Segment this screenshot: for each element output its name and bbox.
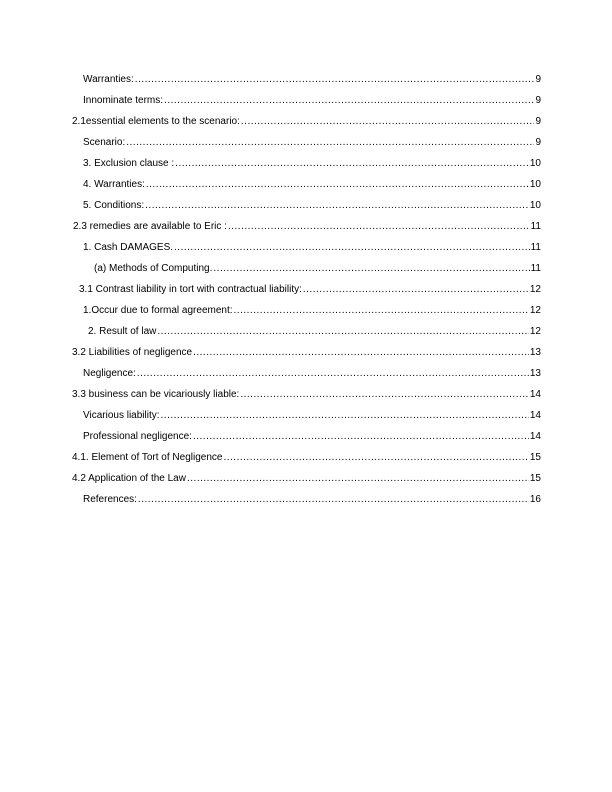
- toc-dot-leader: [240, 384, 529, 405]
- toc-dot-leader: [146, 174, 529, 195]
- toc-dot-leader: [135, 69, 535, 90]
- toc-entry-cash-damages[interactable]: [72, 237, 541, 258]
- toc-entry-result-of-law[interactable]: [72, 321, 541, 342]
- toc-entry-label: Vicarious liability:: [83, 410, 160, 421]
- toc-entry-label: 2. Result of law: [88, 326, 157, 337]
- toc-dot-leader: [161, 405, 529, 426]
- toc-dot-leader: [193, 426, 529, 447]
- toc-entry-page: 10: [529, 200, 541, 211]
- toc-entry-contrast-liability[interactable]: [72, 279, 541, 300]
- toc-entry-label: 4.1. Element of Tort of Negligence: [72, 452, 223, 463]
- toc-entry-label: References:: [83, 494, 137, 505]
- toc-entry-page: 13: [529, 347, 541, 358]
- toc-entry-page: 12: [529, 284, 541, 295]
- toc-dot-leader: [241, 111, 535, 132]
- toc-entry-label: Professional negligence:: [83, 431, 192, 442]
- toc-entry-page: 11: [530, 221, 541, 232]
- toc-entry-vicarious-liability[interactable]: [72, 405, 541, 426]
- toc-entry-tort-of-negligence[interactable]: [72, 447, 541, 468]
- toc-entry-conditions[interactable]: [72, 195, 541, 216]
- toc-entry-page: 13: [529, 368, 541, 379]
- toc-entry-page: 9: [535, 95, 541, 106]
- toc-entry-page: 9: [535, 74, 541, 85]
- toc-entry-methods-of-computing[interactable]: [72, 258, 541, 279]
- toc-entry-label: Scenario:: [83, 137, 126, 148]
- toc-entry-application-of-law[interactable]: [72, 468, 541, 489]
- toc-entry-warranties-4[interactable]: [72, 174, 541, 195]
- toc-dot-leader: [138, 489, 529, 510]
- table-of-contents: [72, 69, 541, 510]
- toc-entry-page: 14: [529, 410, 541, 421]
- toc-dot-leader: [175, 153, 529, 174]
- toc-entry-page: 15: [529, 473, 541, 484]
- toc-entry-label: 4.2 Application of the Law: [72, 473, 186, 484]
- toc-entry-page: 15: [529, 452, 541, 463]
- toc-entry-page: 9: [535, 116, 541, 127]
- toc-entry-label: (a) Methods of Computing.: [94, 263, 213, 274]
- toc-entry-page: 12: [529, 305, 541, 316]
- toc-dot-leader: [164, 90, 534, 111]
- toc-dot-leader: [223, 447, 528, 468]
- toc-entry-label: 2.3 remedies are available to Eric :: [73, 221, 227, 232]
- toc-entry-page: 16: [529, 494, 541, 505]
- toc-entry-essential-elements[interactable]: [72, 111, 541, 132]
- toc-dot-leader: [145, 195, 529, 216]
- toc-entry-label: 4. Warranties:: [83, 179, 145, 190]
- toc-entry-warranties[interactable]: [72, 69, 541, 90]
- toc-dot-leader: [157, 321, 529, 342]
- toc-entry-label: 1.Occur due to formal agreement:: [83, 305, 233, 316]
- toc-entry-page: 10: [529, 179, 541, 190]
- toc-dot-leader: [303, 279, 529, 300]
- toc-dot-leader: [234, 300, 529, 321]
- toc-entry-references[interactable]: [72, 489, 541, 510]
- toc-entry-label: 3. Exclusion clause :: [83, 158, 175, 169]
- toc-entry-page: 9: [535, 137, 541, 148]
- toc-entry-professional-negligence[interactable]: [72, 426, 541, 447]
- toc-entry-page: 11: [530, 242, 541, 253]
- toc-dot-leader: [193, 342, 529, 363]
- toc-entry-exclusion-clause[interactable]: [72, 153, 541, 174]
- toc-dot-leader: [228, 216, 530, 237]
- toc-entry-page: 14: [529, 431, 541, 442]
- toc-dot-leader: [187, 468, 529, 489]
- toc-dot-leader: [137, 363, 529, 384]
- toc-entry-label: 5. Conditions:: [83, 200, 145, 211]
- toc-entry-innominate-terms[interactable]: [72, 90, 541, 111]
- toc-entry-label: 3.2 Liabilities of negligence: [72, 347, 193, 358]
- toc-entry-label: 3.3 business can be vicariously liable:: [72, 389, 240, 400]
- toc-entry-remedies-eric[interactable]: [72, 216, 541, 237]
- toc-dot-leader: [126, 132, 534, 153]
- toc-entry-label: 1. Cash DAMAGES.: [83, 242, 174, 253]
- toc-entry-label: Innominate terms:: [83, 95, 164, 106]
- toc-dot-leader: [213, 258, 529, 279]
- toc-entry-page: 12: [529, 326, 541, 337]
- toc-entry-negligence[interactable]: [72, 363, 541, 384]
- toc-entry-scenario[interactable]: [72, 132, 541, 153]
- toc-entry-page: 10: [529, 158, 541, 169]
- toc-entry-page: 11: [530, 263, 541, 274]
- toc-entry-label: Negligence:: [83, 368, 136, 379]
- toc-entry-vicariously-liable[interactable]: [72, 384, 541, 405]
- toc-dot-leader: [174, 237, 530, 258]
- toc-entry-label: 2.1essential elements to the scenario:: [72, 116, 240, 127]
- toc-entry-label: 3.1 Contrast liability in tort with contractual liability:: [79, 284, 302, 295]
- toc-entry-formal-agreement[interactable]: [72, 300, 541, 321]
- toc-entry-liabilities-negligence[interactable]: [72, 342, 541, 363]
- toc-entry-page: 14: [529, 389, 541, 400]
- toc-entry-label: Warranties:: [83, 74, 134, 85]
